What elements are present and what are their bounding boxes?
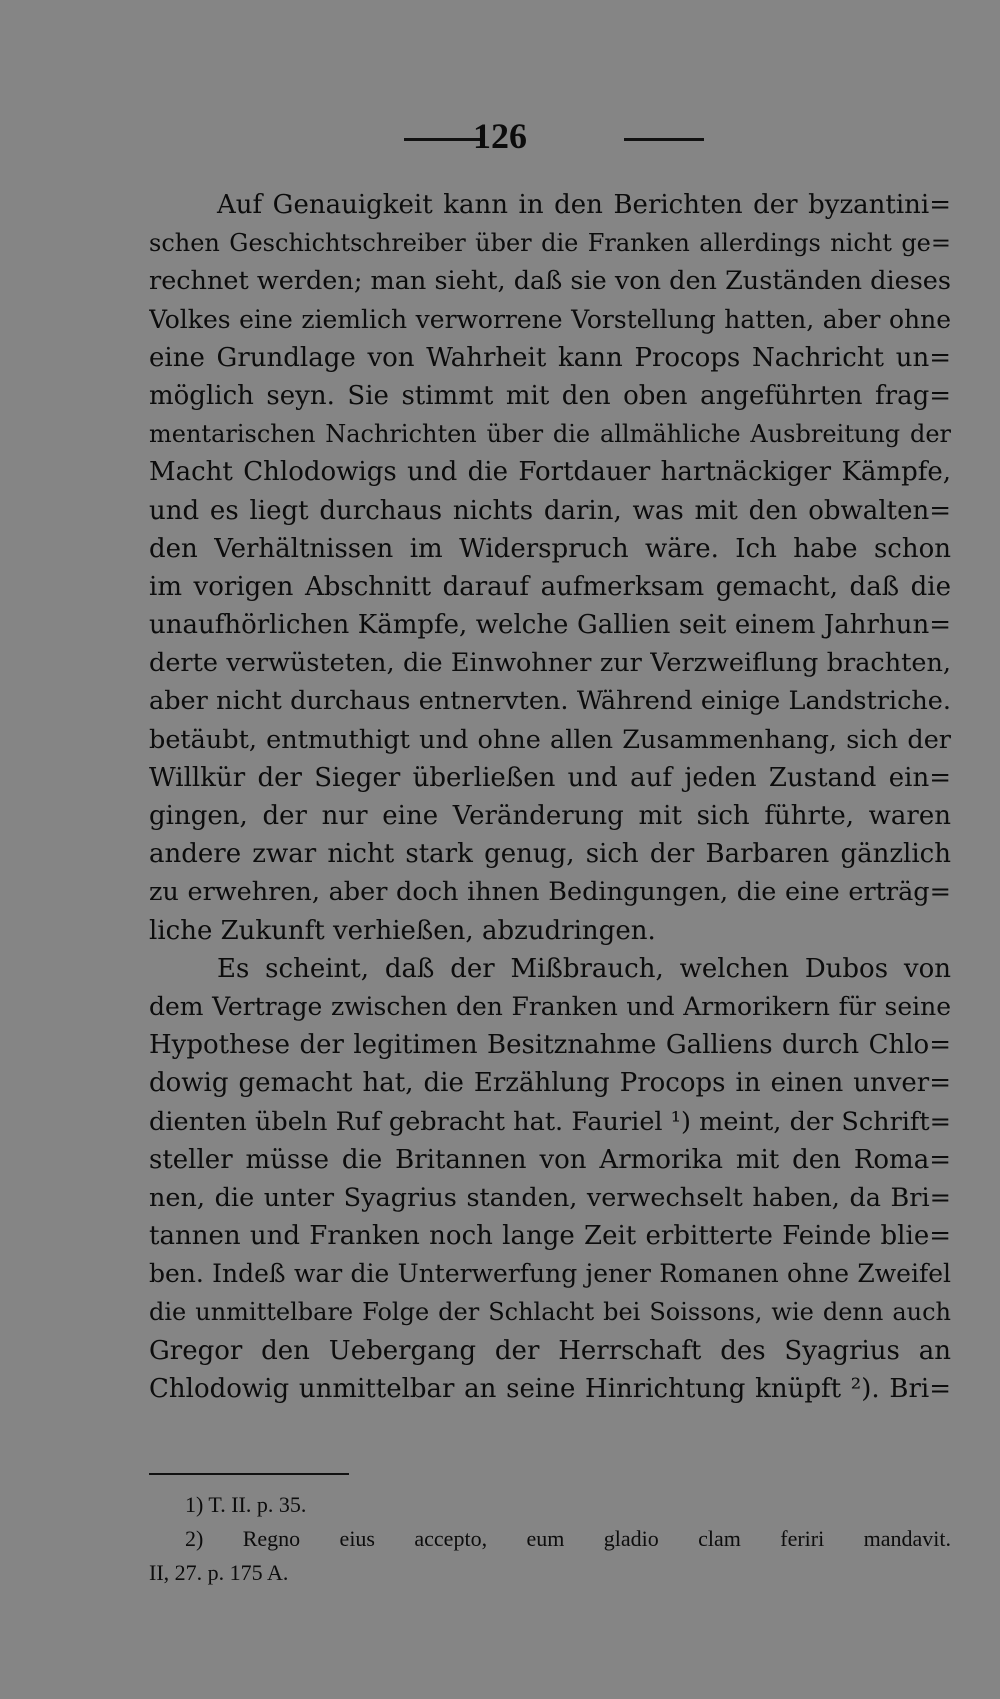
footnotes: [149, 1488, 951, 1590]
text-line: liche Zukunft verhießen, abzudringen.: [149, 915, 656, 946]
text-line: andere zwar nicht stark genug, sich der Barbaren gänzlich: [149, 839, 951, 870]
text-line: im vorigen Abschnitt darauf aufmerksam gemacht, daß die: [149, 571, 951, 602]
text-line: Gregor den Uebergang der Herrschaft des Syagrius an: [149, 1335, 951, 1366]
text-line: zu erwehren, aber doch ihnen Bedingungen, die eine erträg=: [149, 877, 951, 908]
body-text: [149, 186, 951, 1408]
footnote-2: 2) Regno eius accepto, eum gladio clam feriri mandavit.: [185, 1526, 951, 1551]
text-line: und es liegt durchaus nichts darin, was mit den obwalten=: [149, 495, 951, 526]
text-line: die unmittelbare Folge der Schlacht bei Soissons, wie denn auch: [149, 1298, 951, 1327]
text-line: Es scheint, daß der Mißbrauch, welchen Dubos von: [217, 953, 951, 984]
text-line: Willkür der Sieger überließen und auf jeden Zustand ein=: [149, 762, 951, 793]
footnote-2-continuation: II, 27. p. 175 A.: [149, 1560, 289, 1585]
text-line: nen, die unter Syagrius standen, verwechselt haben, da Bri=: [149, 1182, 951, 1213]
text-line: schen Geschichtschreiber über die Franken allerdings nicht ge=: [149, 229, 951, 258]
text-line: unaufhörlichen Kämpfe, welche Gallien seit einem Jahrhun=: [149, 610, 951, 641]
text-line: tannen und Franken noch lange Zeit erbitterte Feinde blie=: [149, 1221, 951, 1252]
text-line: rechnet werden; man sieht, daß sie von den Zuständen dieses: [149, 266, 951, 297]
text-line: dienten übeln Ruf gebracht hat. Fauriel ¹) meint, der Schrift=: [149, 1106, 951, 1137]
text-line: Auf Genauigkeit kann in den Berichten der byzantini=: [217, 190, 951, 220]
text-line: eine Grundlage von Wahrheit kann Procops Nachricht un=: [149, 342, 951, 373]
footnote-separator: [149, 1473, 349, 1475]
text-line: gingen, der nur eine Veränderung mit sich führte, waren: [149, 801, 951, 831]
text-line: aber nicht durchaus entnervten. Während einige Landstriche.: [149, 686, 951, 717]
text-line: den Verhältnissen im Widerspruch wäre. Ich habe schon: [149, 533, 951, 564]
footnote-1: 1) T. II. p. 35.: [185, 1492, 307, 1517]
header-rule-right: [624, 138, 704, 141]
text-line: mentarischen Nachrichten über die allmähliche Ausbreitung der: [149, 420, 951, 449]
text-line: steller müsse die Britannen von Armorika mit den Roma=: [149, 1144, 951, 1175]
text-line: dowig gemacht hat, die Erzählung Procops in einen unver=: [149, 1068, 951, 1099]
text-line: Volkes eine ziemlich verworrene Vorstellung hatten, aber ohne: [149, 304, 951, 334]
page-number: 126: [473, 116, 527, 156]
text-line: dem Vertrage zwischen den Franken und Armorikern für seine: [149, 991, 951, 1021]
text-line: betäubt, entmuthigt und ohne allen Zusammenhang, sich der: [149, 724, 951, 755]
text-line: Chlodowig unmittelbar an seine Hinrichtung knüpft ²). Bri=: [149, 1373, 951, 1404]
page-header: [0, 112, 1000, 160]
text-line: ben. Indeß war die Unterwerfung jener Romanen ohne Zweifel: [149, 1259, 951, 1289]
text-line: Macht Chlodowigs und die Fortdauer hartnäckiger Kämpfe,: [149, 457, 951, 488]
text-line: möglich seyn. Sie stimmt mit den oben angeführten frag=: [149, 380, 951, 411]
text-line: derte verwüsteten, die Einwohner zur Verzweiflung brachten,: [149, 648, 951, 679]
text-line: Hypothese der legitimen Besitznahme Galliens durch Chlo=: [149, 1030, 951, 1061]
